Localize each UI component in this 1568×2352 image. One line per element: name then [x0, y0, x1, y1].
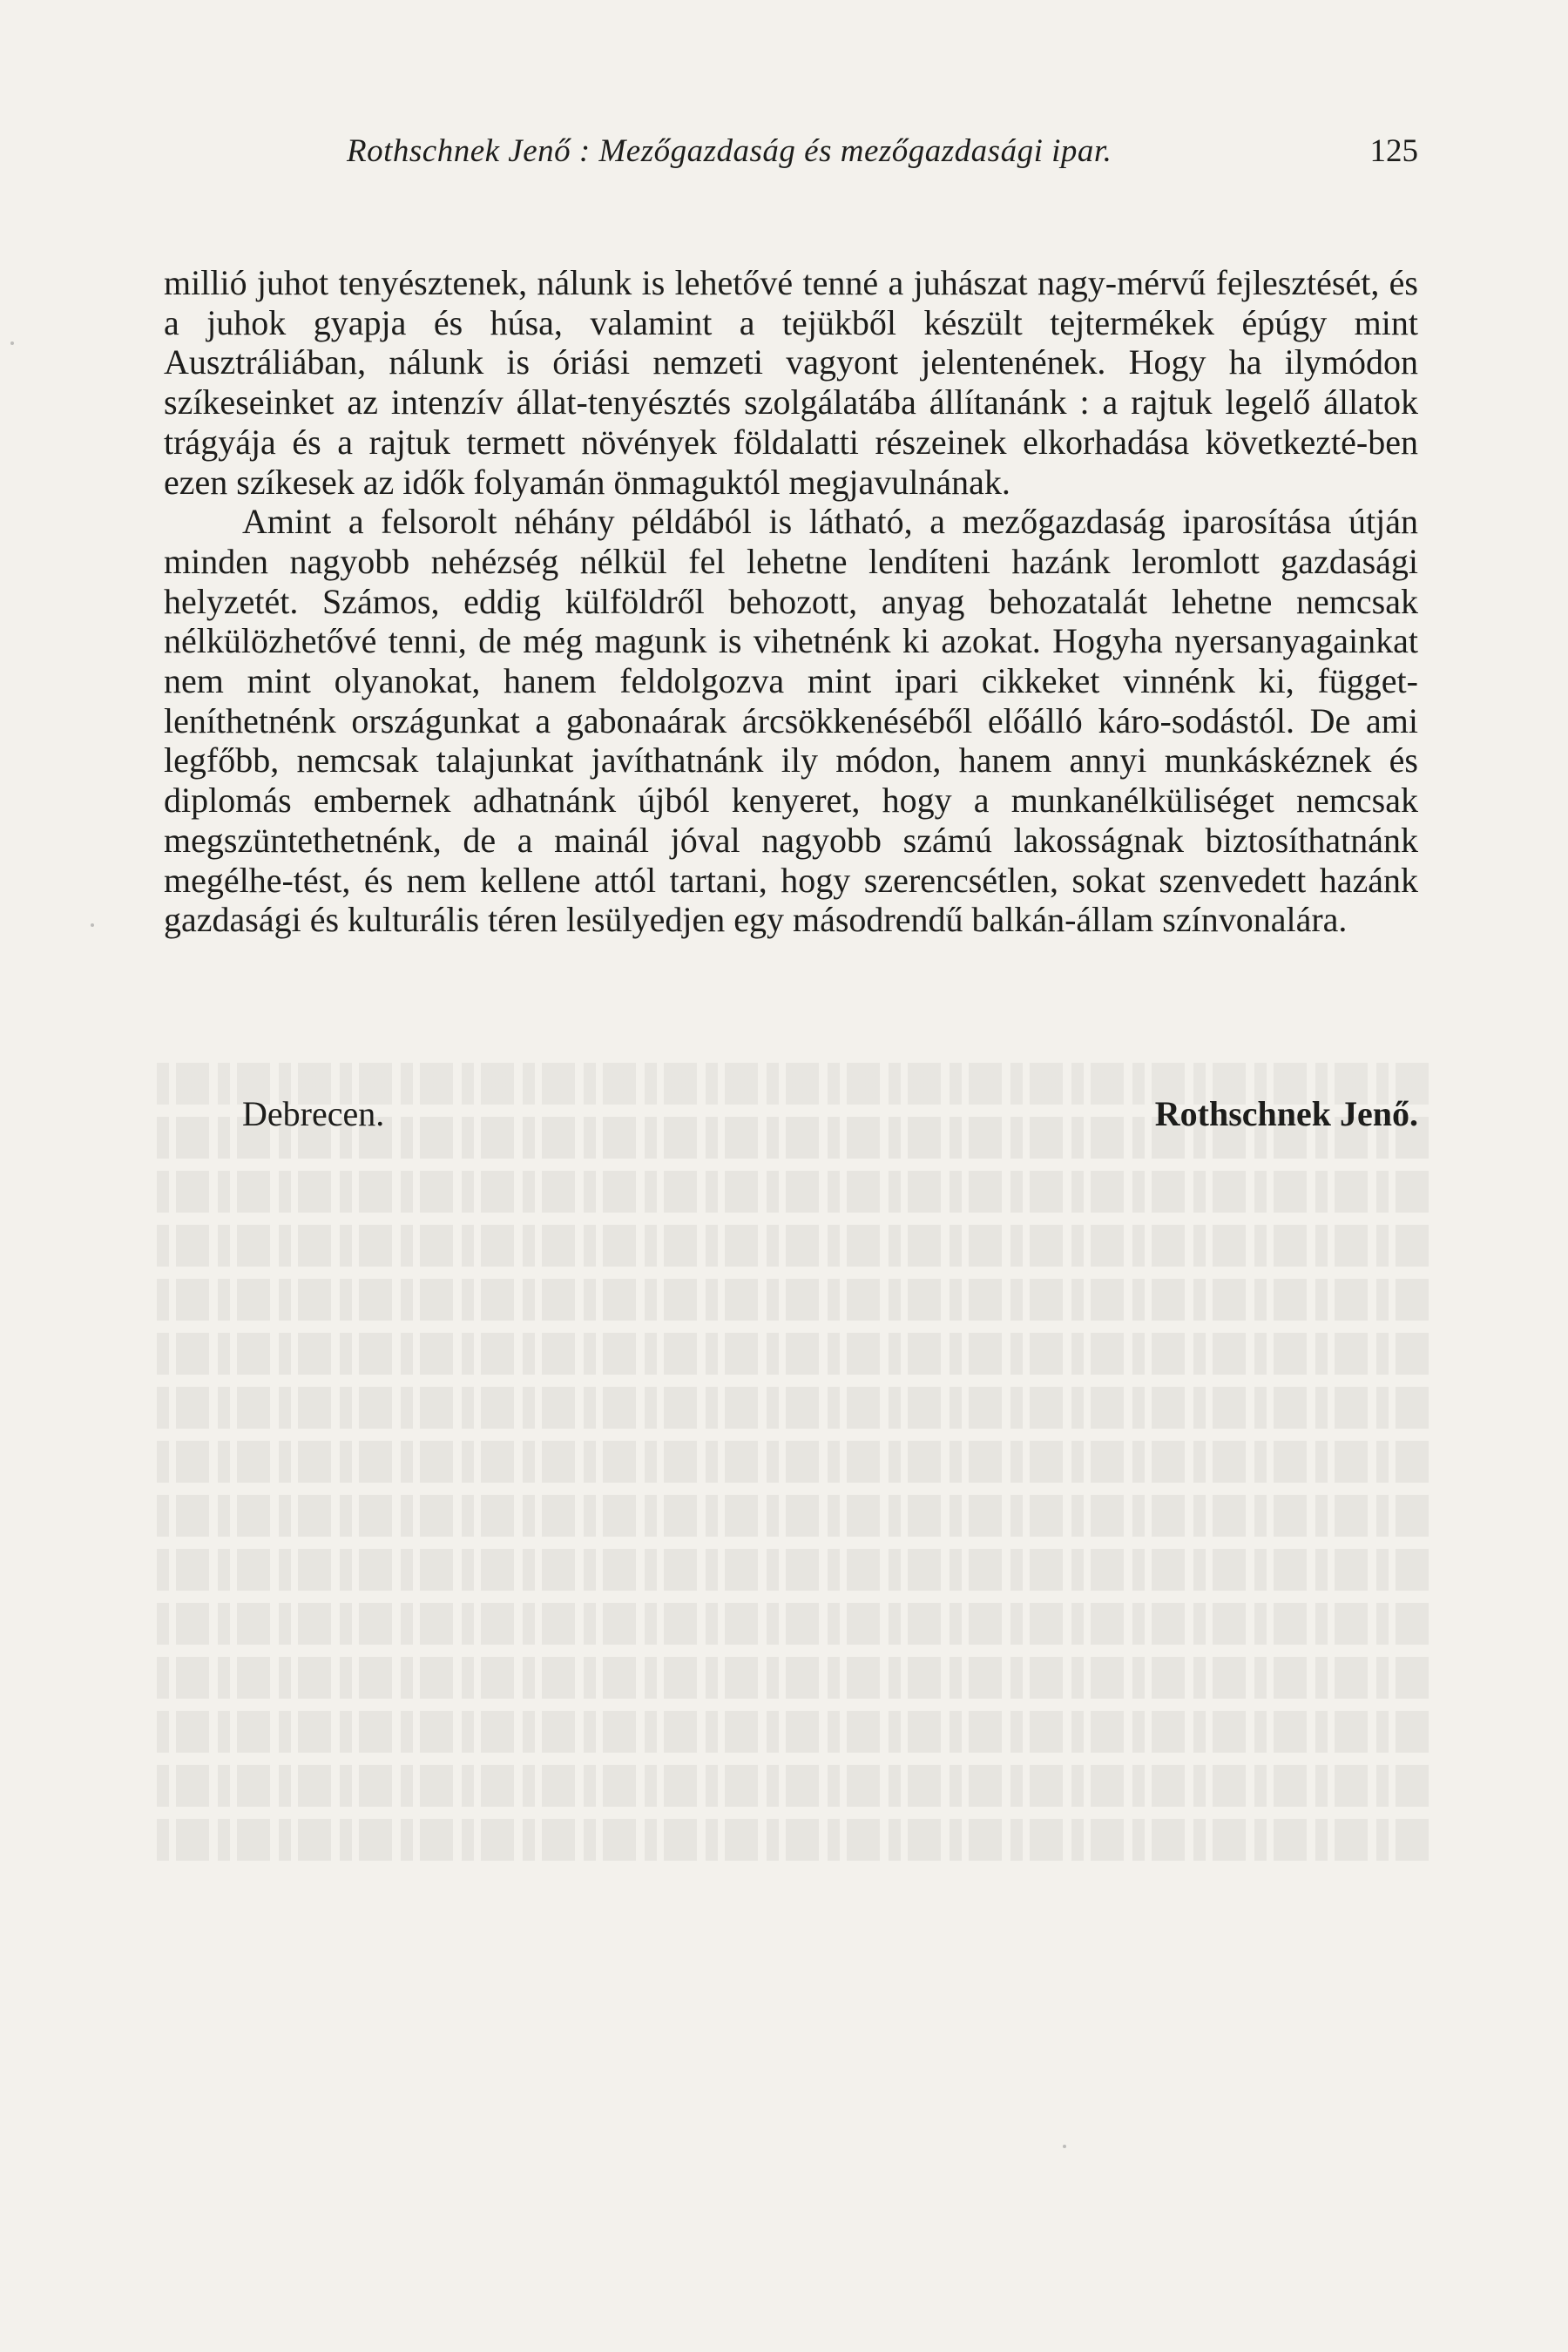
signature-line [164, 1093, 1418, 1137]
paper-speck [1063, 2145, 1066, 2148]
page-header [164, 132, 1418, 176]
signature-place: Debrecen. [242, 1094, 385, 1133]
running-head: Rothschnek Jenő : Mezőgazdaság és mezőgazdasági ipar. [347, 133, 1112, 169]
signature-author: Rothschnek Jenő. [1154, 1094, 1418, 1133]
paragraph: Amint a felsorolt néhány példából is látható, a mezőgazdaság iparosítása útján minden nagyobb nehézség nélkül fel lehetne lendíteni hazánk leromlott gazdasági helyzetét. Számos, eddig külföldről behozott, anyag behozatalát lehetne nemcsak nélkülözhetővé tenni, de még magunk is vihetnénk ki azokat. Hogyha nyersanyagainkat nem mint olyanokat, hanem feldolgozva mint ipari cikkeket vinnénk ki, függet-leníthetnénk országunkat a gabonaárak árcsökkenéséből előálló káro-sodástól. De ami legfőbb, nemcsak talajunkat javíthatnánk ily módon, hanem annyi munkáskéznek és diplomás embernek adhatnánk újból kenyeret, hogy a munkanélküliséget nemcsak megszüntethetnénk, de a mainál jóval nagyobb számú lakosságnak biztosíthatnánk megélhe-tést, és nem kellene attól tartani, hogy szerencsétlen, sokat szenvedett hazánk gazdasági és kulturális téren lesülyedjen egy másodrendű balkán-állam színvonalára. [164, 502, 1418, 940]
page-number: 125 [1369, 133, 1418, 169]
article-body [164, 263, 1418, 940]
reverse-side-bleed-through [157, 1063, 1429, 1934]
paper-speck [91, 923, 94, 927]
paragraph: millió juhot tenyésztenek, nálunk is lehetővé tenné a juhászat nagy-mérvű fejlesztését, és a juhok gyapja és húsa, valamint a tejükből készült tejtermékek épúgy mint Ausztráliában, nálunk is óriási nemzeti vagyont jelentenének. Hogy ha ilymódon szíkeseinket az intenzív állat-tenyésztés szolgálatába állítanánk : a rajtuk legelő állatok trágyája és a rajtuk termett növények földalatti részeinek elkorhadása következté-ben ezen szíkesek az idők folyamán önmaguktól megjavulnának. [164, 263, 1418, 502]
paper-speck [10, 341, 14, 345]
